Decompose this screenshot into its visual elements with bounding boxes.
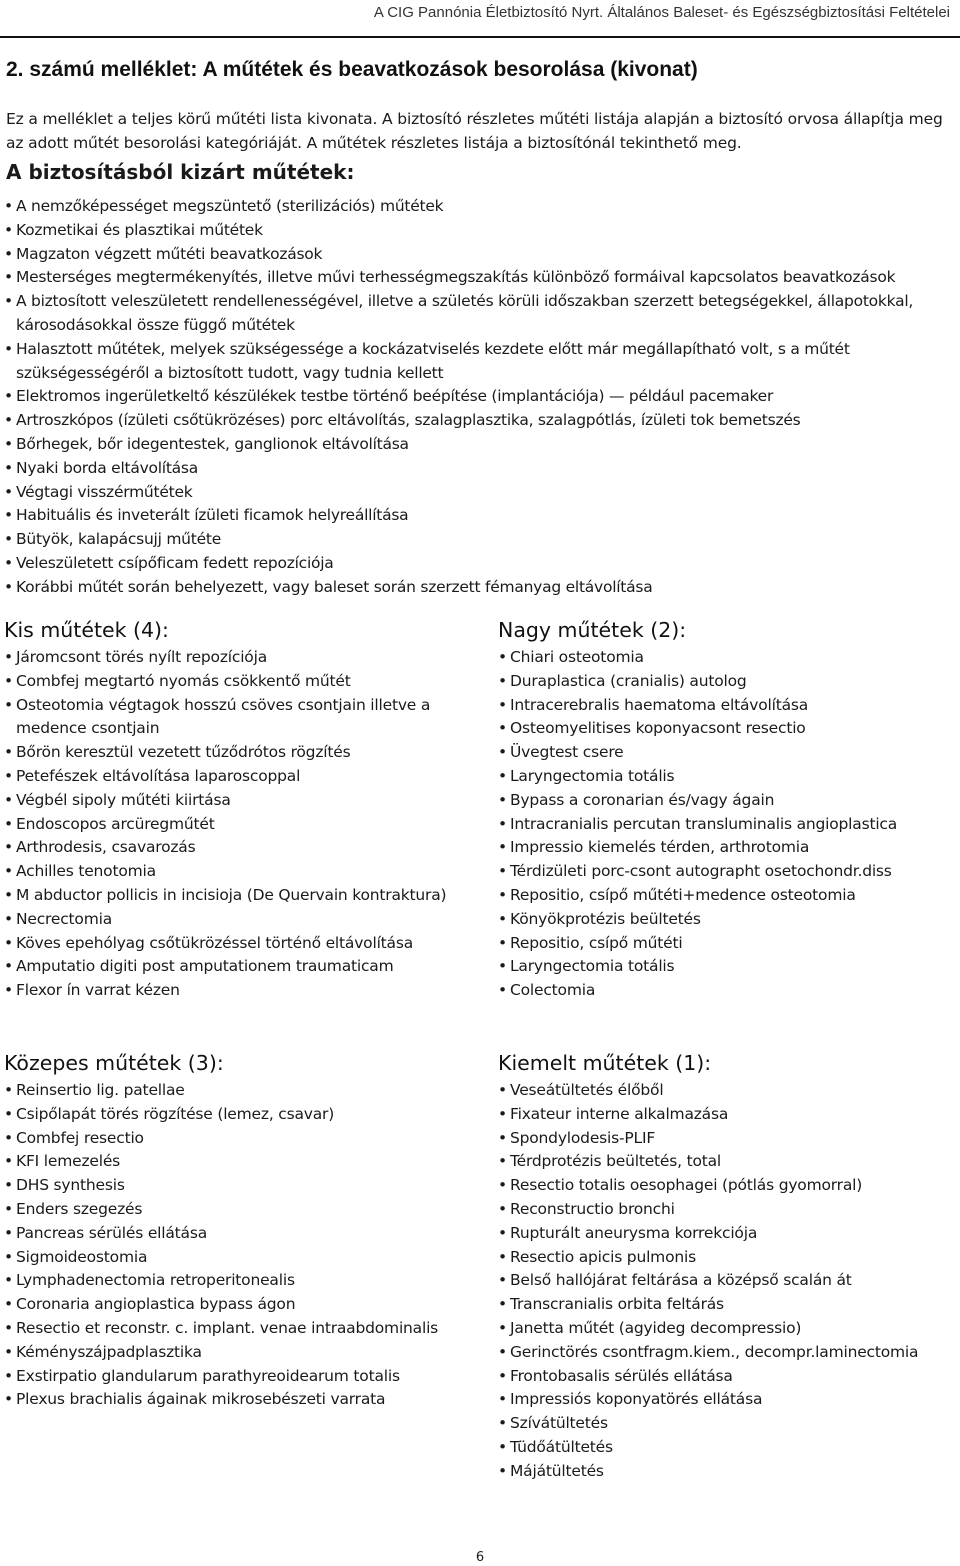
large-surgery-list xyxy=(498,646,958,1003)
list-item: • Csipőlapát törés rögzítése (lemez, csavar) xyxy=(4,1103,474,1127)
list-item: • Resectio apicis pulmonis xyxy=(498,1246,958,1270)
list-item: • Pancreas sérülés ellátása xyxy=(4,1222,474,1246)
list-item: • Impressiós koponyatörés ellátása xyxy=(498,1388,958,1412)
list-item: • Halasztott műtétek, melyek szükségessége a kockázatviselés kezdete előtt már megállapítható volt, s a műtét szükségességéről a biztosított tudott, vagy tudnia kellett xyxy=(4,338,956,386)
list-item: • Végtagi visszérműtétek xyxy=(4,481,956,505)
list-item: • Térdprotézis beültetés, total xyxy=(498,1150,958,1174)
list-item: • Osteotomia végtagok hosszú csöves csontjain illetve a medence csontjain xyxy=(4,694,474,742)
list-item: • Bypass a coronarian és/vagy ágain xyxy=(498,789,958,813)
list-item: • Coronaria angioplastica bypass ágon xyxy=(4,1293,474,1317)
page-number: 6 xyxy=(475,1550,485,1565)
list-item: • A nemzőképességet megszüntető (sterilizációs) műtétek xyxy=(4,195,956,219)
list-item: • Intracerebralis haematoma eltávolítása xyxy=(498,694,958,718)
list-item: • Mesterséges megtermékenyítés, illetve művi terhességmegszakítás különböző formáival kapcsolatos beavatkozások xyxy=(4,266,956,290)
list-item: • Necrectomia xyxy=(4,908,474,932)
list-item: • Korábbi műtét során behelyezett, vagy baleset során szerzett fémanyag eltávolítása xyxy=(4,576,956,600)
list-item: • Petefészek eltávolítása laparoscoppal xyxy=(4,765,474,789)
list-item: • Achilles tenotomia xyxy=(4,860,474,884)
outstanding-surgery-list xyxy=(498,1079,958,1484)
excluded-list xyxy=(4,195,956,600)
list-item: • Bütyök, kalapácsujj műtéte xyxy=(4,528,956,552)
list-item: • Flexor ín varrat kézen xyxy=(4,979,474,1003)
list-item: • Resectio et reconstr. c. implant. venae intraabdominalis xyxy=(4,1317,474,1341)
list-item: • Intracranialis percutan transluminalis angioplastica xyxy=(498,813,958,837)
list-item: • Repositio, csípő műtéti+medence osteotomia xyxy=(498,884,958,908)
list-item: • Gerinctörés csontfragm.kiem., decompr.laminectomia xyxy=(498,1341,958,1365)
list-item: • Amputatio digiti post amputationem traumaticam xyxy=(4,955,474,979)
list-item: • Sigmoideostomia xyxy=(4,1246,474,1270)
small-surgery-heading: Kis műtétek (4): xyxy=(4,618,169,642)
list-item: • A biztosított veleszületett rendellenességével, illetve a születés körüli időszakban szerzett betegségekkel, állapotokkal, károsodásokkal össze függő műtétek xyxy=(4,290,956,338)
list-item: • Duraplastica (cranialis) autolog xyxy=(498,670,958,694)
list-item: • Osteomyelitises koponyacsont resectio xyxy=(498,717,958,741)
list-item: • Arthrodesis, csavarozás xyxy=(4,836,474,860)
list-item: • Janetta műtét (agyideg decompressio) xyxy=(498,1317,958,1341)
list-item: • Habituális és inveterált ízületi ficamok helyreállítása xyxy=(4,504,956,528)
list-item: • Könyökprotézis beültetés xyxy=(498,908,958,932)
list-item: • Impressio kiemelés térden, arthrotomia xyxy=(498,836,958,860)
list-item: • Járomcsont törés nyílt repozíciója xyxy=(4,646,474,670)
medium-surgery-list xyxy=(4,1079,474,1412)
list-item: • Reinsertio lig. patellae xyxy=(4,1079,474,1103)
list-item: • Laryngectomia totális xyxy=(498,765,958,789)
list-item: • M abductor pollicis in incisioja (De Quervain kontraktura) xyxy=(4,884,474,908)
running-header: A CIG Pannónia Életbiztosító Nyrt. Általános Baleset- és Egészségbiztosítási Feltételei xyxy=(373,4,950,21)
list-item: • Magzaton végzett műtéti beavatkozások xyxy=(4,243,956,267)
list-item: • Exstirpatio glandularum parathyreoidearum totalis xyxy=(4,1365,474,1389)
list-item: • Chiari osteotomia xyxy=(498,646,958,670)
list-item: • Laryngectomia totális xyxy=(498,955,958,979)
list-item: • Reconstructio bronchi xyxy=(498,1198,958,1222)
list-item: • Artroszkópos (ízületi csőtükrözéses) porc eltávolítás, szalagplasztika, szalagpótlás, ízületi tok bemetszés xyxy=(4,409,956,433)
list-item: • Fixateur interne alkalmazása xyxy=(498,1103,958,1127)
list-item: • KFI lemezelés xyxy=(4,1150,474,1174)
list-item: • Spondylodesis-PLIF xyxy=(498,1127,958,1151)
list-item: • Májátültetés xyxy=(498,1460,958,1484)
header-rule xyxy=(0,36,960,38)
list-item: • Kozmetikai és plasztikai műtétek xyxy=(4,219,956,243)
list-item: • Resectio totalis oesophagei (pótlás gyomorral) xyxy=(498,1174,958,1198)
small-surgery-list xyxy=(4,646,474,1003)
medium-surgery-heading: Közepes műtétek (3): xyxy=(4,1051,224,1075)
list-item: • Plexus brachialis ágainak mikrosebészeti varrata xyxy=(4,1388,474,1412)
list-item: • Elektromos ingerületkeltő készülékek testbe történő beépítése (implantációja) — például pacemaker xyxy=(4,385,956,409)
list-item: • Repositio, csípő műtéti xyxy=(498,932,958,956)
list-item: • Nyaki borda eltávolítása xyxy=(4,457,956,481)
list-item: • Veseátültetés élőből xyxy=(498,1079,958,1103)
list-item: • Colectomia xyxy=(498,979,958,1003)
list-item: • Lymphadenectomia retroperitonealis xyxy=(4,1269,474,1293)
excluded-heading: A biztosításból kizárt műtétek: xyxy=(6,160,355,184)
list-item: • Köves epehólyag csőtükrözéssel történő eltávolítása xyxy=(4,932,474,956)
list-item: • Térdizületi porc-csont autographt osetochondr.diss xyxy=(498,860,958,884)
list-item: • Endoscopos arcüregműtét xyxy=(4,813,474,837)
list-item: • Üvegtest csere xyxy=(498,741,958,765)
list-item: • Tüdőátültetés xyxy=(498,1436,958,1460)
large-surgery-heading: Nagy műtétek (2): xyxy=(498,618,687,642)
list-item: • Enders szegezés xyxy=(4,1198,474,1222)
outstanding-surgery-heading: Kiemelt műtétek (1): xyxy=(498,1051,712,1075)
list-item: • Veleszületett csípőficam fedett repozíciója xyxy=(4,552,956,576)
page-title: 2. számú melléklet: A műtétek és beavatkozások besorolása (kivonat) xyxy=(6,58,698,81)
list-item: • Belső hallójárat feltárása a középső scalán át xyxy=(498,1269,958,1293)
list-item: • Combfej megtartó nyomás csökkentő műtét xyxy=(4,670,474,694)
list-item: • DHS synthesis xyxy=(4,1174,474,1198)
list-item: • Transcranialis orbita feltárás xyxy=(498,1293,958,1317)
list-item: • Kéményszájpadplasztika xyxy=(4,1341,474,1365)
intro-paragraph: Ez a melléklet a teljes körű műtéti lista kivonata. A biztosító részletes műtéti listája alapján a biztosító orvosa állapítja meg az adott műtét besorolási kategóriáját. A műtétek részletes listája a biztosítónál tekinthető meg. xyxy=(6,110,943,152)
list-item: • Combfej resectio xyxy=(4,1127,474,1151)
list-item: • Végbél sipoly műtéti kiirtása xyxy=(4,789,474,813)
list-item: • Rupturált aneurysma korrekciója xyxy=(498,1222,958,1246)
list-item: • Frontobasalis sérülés ellátása xyxy=(498,1365,958,1389)
list-item: • Bőrhegek, bőr idegentestek, ganglionok eltávolítása xyxy=(4,433,956,457)
list-item: • Szívátültetés xyxy=(498,1412,958,1436)
list-item: • Bőrön keresztül vezetett tűződrótos rögzítés xyxy=(4,741,474,765)
